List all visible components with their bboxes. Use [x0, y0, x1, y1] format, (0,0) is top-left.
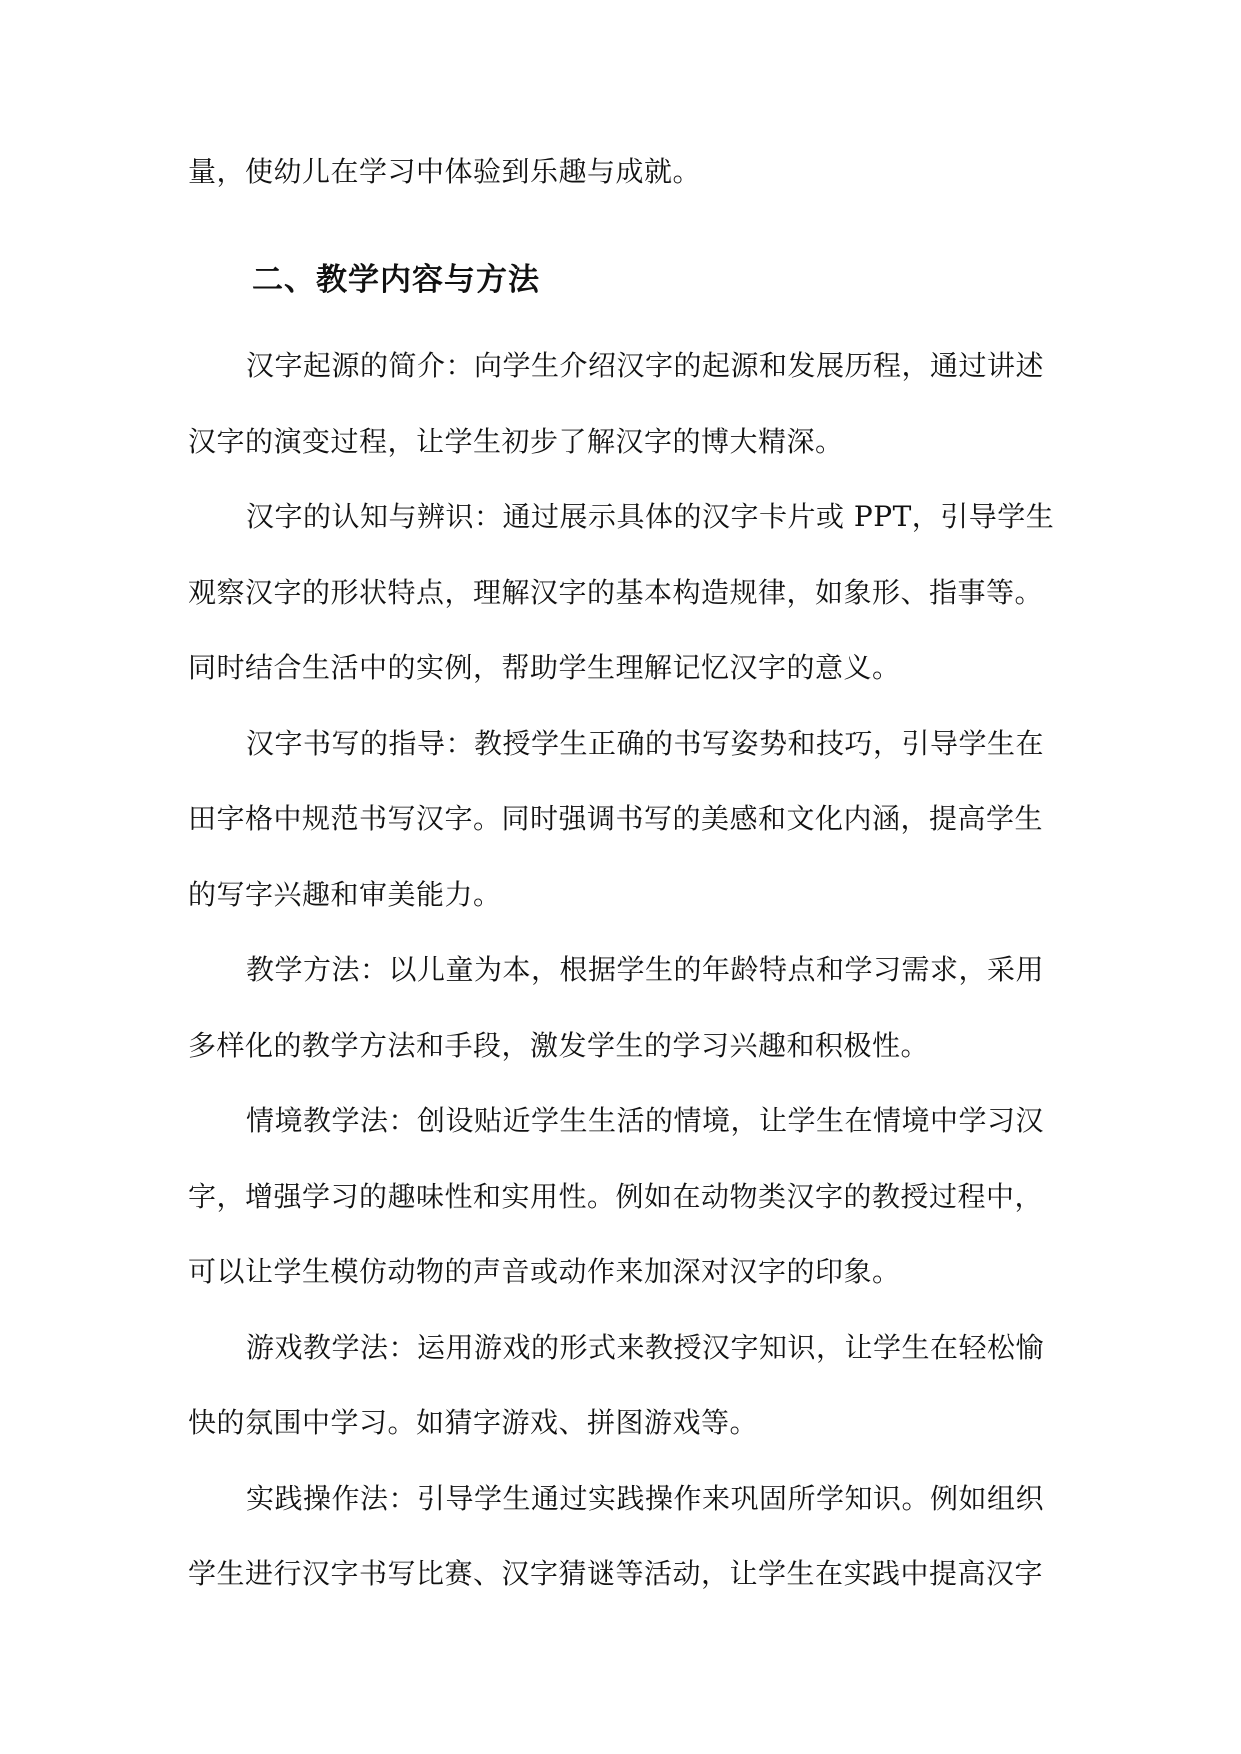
text-line: 学生进行汉字书写比赛、汉字猜谜等活动，让学生在实践中提高汉字	[188, 1557, 1044, 1590]
text-line: 汉字的演变过程，让学生初步了解汉字的博大精深。	[188, 425, 844, 458]
section-heading: 二、教学内容与方法	[252, 262, 540, 298]
text-line: 观察汉字的形状特点，理解汉字的基本构造规律，如象形、指事等。	[188, 576, 1044, 609]
text-line: 可以让学生模仿动物的声音或动作来加深对汉字的印象。	[188, 1255, 901, 1288]
paragraph-first-line: 汉字起源的简介：向学生介绍汉字的起源和发展历程，通过讲述	[246, 349, 1045, 382]
text-line: 多样化的教学方法和手段，激发学生的学习兴趣和积极性。	[188, 1029, 930, 1062]
paragraph-first-line: 游戏教学法：运用游戏的形式来教授汉字知识，让学生在轻松愉	[246, 1331, 1045, 1364]
paragraph-first-line: 汉字的认知与辨识：通过展示具体的汉字卡片或 PPT，引导学生	[246, 500, 1055, 533]
text-line: 快的氛围中学习。如猜字游戏、拼图游戏等。	[188, 1406, 759, 1439]
paragraph-first-line: 情境教学法：创设贴近学生生活的情境，让学生在情境中学习汉	[246, 1104, 1045, 1137]
text-line: 同时结合生活中的实例，帮助学生理解记忆汉字的意义。	[188, 651, 901, 684]
text-line: 的写字兴趣和审美能力。	[188, 878, 502, 911]
paragraph-first-line: 教学方法：以儿童为本，根据学生的年龄特点和学习需求，采用	[246, 953, 1045, 986]
text-line: 量，使幼儿在学习中体验到乐趣与成就。	[188, 155, 702, 188]
text-line: 田字格中规范书写汉字。同时强调书写的美感和文化内涵，提高学生	[188, 802, 1044, 835]
paragraph-first-line: 汉字书写的指导：教授学生正确的书写姿势和技巧，引导学生在	[246, 727, 1045, 760]
paragraph-first-line: 实践操作法：引导学生通过实践操作来巩固所学知识。例如组织	[246, 1482, 1045, 1515]
text-line: 字，增强学习的趣味性和实用性。例如在动物类汉字的教授过程中，	[188, 1180, 1044, 1213]
